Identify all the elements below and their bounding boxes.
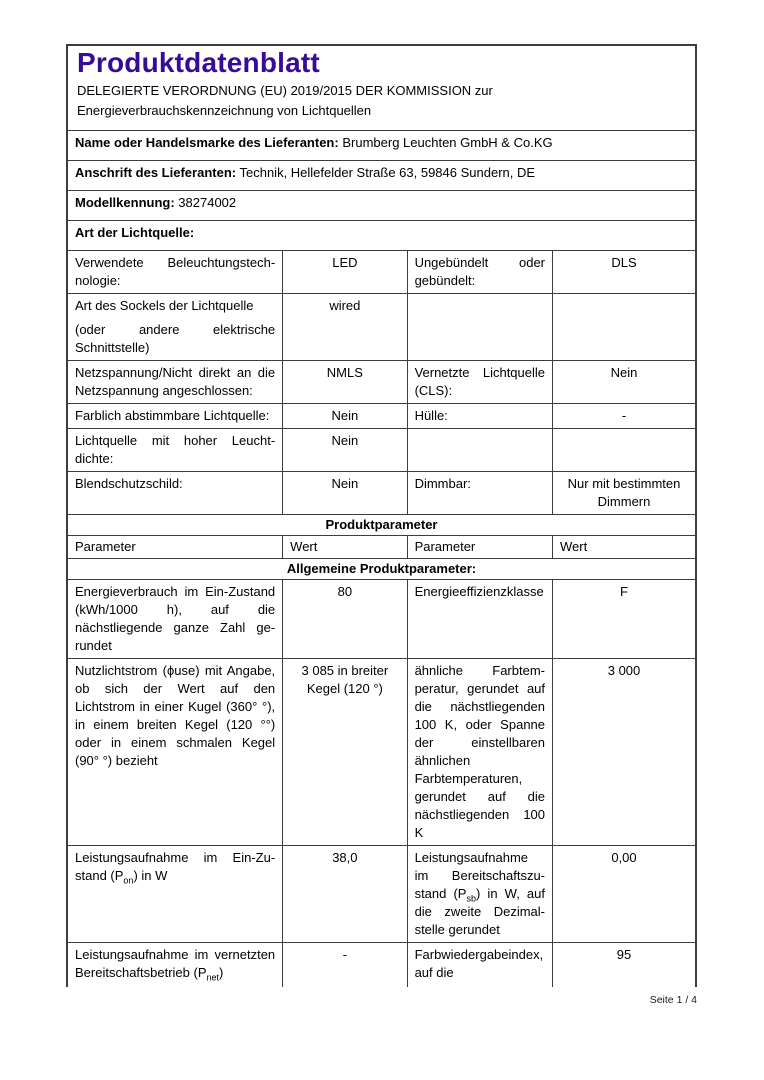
param-label: Hülle: — [407, 404, 552, 429]
param-value: 38,0 — [283, 846, 407, 943]
param-label: Leistungsaufnahme im Ein-Zustand $(P_{on})$ in W — [67, 846, 283, 943]
param-label — [67, 294, 283, 361]
param-label: Farbwiedergabeindex, auf die — [414, 947, 544, 980]
supplier-address-row — [67, 161, 696, 191]
param-value: 0,00 — [553, 846, 696, 943]
table-row — [67, 659, 696, 846]
param-value: 80 — [283, 580, 407, 659]
regulation-subtitle-line2: Energieverbrauchskennzeichnung von Lichtquellen — [77, 103, 372, 118]
param-label: Ungebündelt oder gebündelt: — [407, 251, 552, 294]
model-id-label: Modellkennung: — [75, 195, 175, 210]
supplier-address-label: Anschrift des Lieferanten: — [75, 165, 237, 180]
param-value: Nein — [283, 472, 407, 515]
page-number: Seite 1 / 4 — [649, 994, 697, 1006]
table-row-cut-off — [67, 943, 696, 988]
column-header-row — [67, 536, 696, 559]
param-label: Leistungsaufnahme im vernetzten Bereitschaftsbetrieb $(P_{net})$ — [75, 947, 276, 982]
datasheet-table — [66, 44, 697, 987]
param-label — [407, 429, 552, 472]
param-value — [553, 294, 696, 361]
column-header: Wert — [553, 536, 696, 559]
section-title: Produktparameter — [67, 515, 696, 536]
param-value: 95 — [616, 947, 632, 962]
param-value: - — [553, 404, 696, 429]
table-row — [67, 251, 696, 294]
param-label: Lichtquelle mit hoher Leuchtdichte: — [67, 429, 283, 472]
model-id-value: 38274002 — [178, 195, 237, 210]
group-header-row — [67, 559, 696, 580]
param-label: Energieverbrauch im Ein-Zustand (kWh/1000 h), auf die nächstliegende ganze Zahl gerundet — [67, 580, 283, 659]
supplier-name-label: Name oder Handelsmarke des Lieferanten: — [75, 135, 339, 150]
regulation-subtitle-line1: DELEGIERTE VERORDNUNG (EU) 2019/2015 DER KOMMISSION zur — [77, 83, 493, 98]
param-value: NMLS — [283, 361, 407, 404]
param-label: Energieeffizienzklasse — [407, 580, 552, 659]
column-header: Parameter — [407, 536, 552, 559]
param-label: Netzspannung/Nicht direkt an die Netzspannung angeschlossen: — [67, 361, 283, 404]
table-row — [67, 361, 696, 404]
param-value: Nein — [283, 404, 407, 429]
column-header: Wert — [283, 536, 407, 559]
datasheet — [66, 44, 699, 1006]
supplier-name-value: Brumberg Leuchten GmbH & Co.KG — [342, 135, 553, 150]
supplier-name-row — [67, 131, 696, 161]
param-value: 3 085 in breiter Kegel (120 °) — [283, 659, 407, 846]
param-value: DLS — [553, 251, 696, 294]
table-row — [67, 472, 696, 515]
socket-type-line2: (oder andere elektrische Schnittstelle) — [75, 322, 276, 355]
param-value: 3 000 — [553, 659, 696, 846]
param-label: Vernetzte Lichtquelle (CLS): — [407, 361, 552, 404]
table-row — [67, 846, 696, 943]
param-label: Nutzlichtstrom (ϕuse) mit Angabe, ob sich der Wert auf den Lichtstrom in einer Kugel (360° °), in einem breiten Kegel (120 °°) oder in einem schmalen Kegel (90° °) bezieht — [67, 659, 283, 846]
param-value — [553, 429, 696, 472]
param-label: Verwendete Beleuchtungstechnologie: — [67, 251, 283, 294]
table-row — [67, 429, 696, 472]
param-label: Blendschutzschild: — [67, 472, 283, 515]
table-row — [67, 404, 696, 429]
group-title: Allgemeine Produktparameter: — [67, 559, 696, 580]
param-value: - — [342, 947, 348, 962]
param-value: LED — [283, 251, 407, 294]
table-row — [67, 580, 696, 659]
model-id-row — [67, 191, 696, 221]
param-label — [407, 294, 552, 361]
param-value: Nein — [283, 429, 407, 472]
param-label: ähnliche Farbtemperatur, gerundet auf die nächstliegenden 100 K, oder Spanne der einstellbaren ähnlichen Farbtemperaturen, gerundet auf die nächstliegenden 100 K — [407, 659, 552, 846]
table-row — [67, 294, 696, 361]
page-title: Produktdatenblatt — [77, 47, 320, 78]
socket-type-line1: Art des Sockels der Lichtquelle — [75, 298, 254, 313]
param-label: Leistungsaufnahme im Bereitschaftszustand $(P_{sb})$ in W, auf die zweite Dezimalstelle gerundet — [407, 846, 552, 943]
light-source-type-row — [67, 221, 696, 251]
param-value: wired — [283, 294, 407, 361]
light-source-type-label: Art der Lichtquelle: — [75, 225, 195, 240]
param-value: Nein — [553, 361, 696, 404]
param-value: F — [553, 580, 696, 659]
param-value: Nur mit bestimmten Dimmern — [553, 472, 696, 515]
supplier-address-value: Technik, Hellefelder Straße 63, 59846 Sundern, DE — [239, 165, 536, 180]
section-header-row — [67, 515, 696, 536]
param-label: Farblich abstimmbare Lichtquelle: — [67, 404, 283, 429]
param-label: Dimmbar: — [407, 472, 552, 515]
column-header: Parameter — [67, 536, 283, 559]
